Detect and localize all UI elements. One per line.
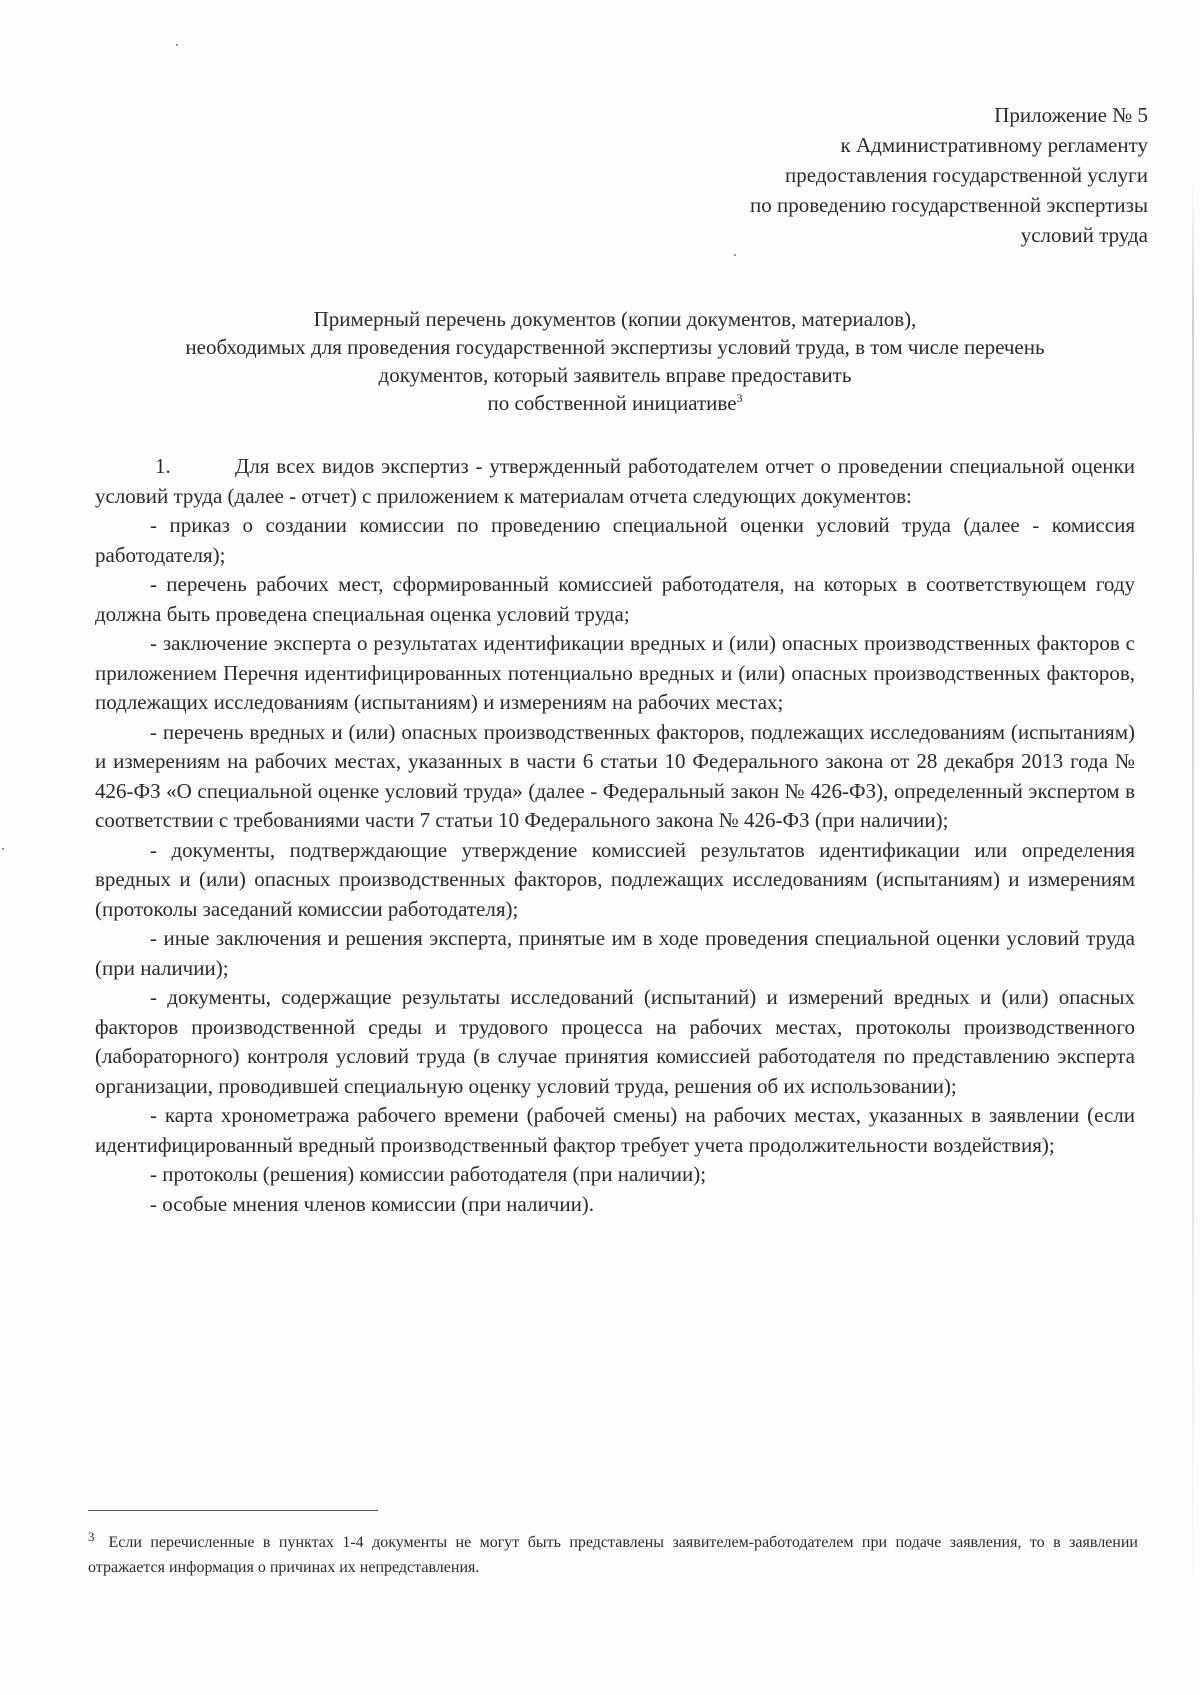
item-text: Для всех видов экспертиз - утвержденный работодателем отчет о проведении специальной оценки условий труда (далее - отчет) с приложением к материалам отчета следующих документов: [95, 454, 1135, 508]
footnote-reference: 3 [736, 391, 743, 405]
document-body [95, 452, 1135, 1219]
appendix-line: Приложение № 5 [994, 103, 1148, 127]
list-item: - документы, подтверждающие утверждение комиссией результатов идентификации или определения вредных и (или) опасных производственных факторов, подлежащих исследованиям (испытаниям) и измерениям (протоколы заседаний комиссии работодателя); [95, 837, 1135, 921]
list-item: - протоколы (решения) комиссии работодателя (при наличии); [150, 1162, 707, 1186]
title-line-with-footnote [95, 389, 1135, 417]
list-item: - перечень вредных и (или) опасных производственных факторов, подлежащих исследованиям (испытаниям) и измерениям на рабочих местах, указанных в части 6 статьи 10 Федерального закона от 28 декабря 2013 года № 426-ФЗ «О специальной оценке условий труда» (далее - Федеральный закон № 426-ФЗ), определенный экспертом в соответствии с требованиями части 7 статьи 10 Федерального закона № 426-ФЗ (при наличии); [95, 719, 1135, 832]
list-item: - особые мнения членов комиссии (при наличии). [150, 1191, 595, 1216]
appendix-line: по проведению государственной экспертизы [749, 193, 1148, 217]
appendix-line: предоставления государственной услуги [785, 163, 1148, 187]
list-item: - заключение эксперта о результатах идентификации вредных и (или) опасных производственных факторов с приложением Перечня идентифицированных потенциально вредных и (или) опасных производственных факторов, подлежащих исследованиям (испытаниям) и измерениям на рабочих местах; [95, 631, 1135, 714]
document-title [95, 305, 1135, 417]
title-line: документов, который заявитель вправе предоставить [378, 363, 852, 387]
scan-speck [176, 44, 178, 46]
appendix-header [588, 100, 1148, 250]
scan-edge-shadow [1192, 180, 1194, 1600]
footnote-text: Если перечисленные в пунктах 1-4 документы не могут быть представлены заявителем-работодателем при подаче заявления, то в заявлении отражается информация о причинах их непредставления. [88, 1534, 1138, 1576]
list-item: - документы, содержащие результаты исследований (испытаний) и измерений вредных и (или) опасных факторов производственной среды и трудового процесса на рабочих местах, протоколы производственного (лабораторного) контроля условий труда (в случае принятия комиссией работодателя по представлению эксперта организации, проводившей специальную оценку условий труда, решения об их использовании); [95, 985, 1135, 1098]
item-1-paragraph [95, 452, 1135, 511]
item-number: 1. [155, 454, 171, 478]
list-item: - перечень рабочих мест, сформированный комиссией работодателя, на которых в соответствующем году должна быть проведена специальная оценка условий труда; [95, 572, 1135, 626]
footnote [88, 1530, 1138, 1580]
footnote-mark: 3 [88, 1528, 95, 1544]
footnote-divider [88, 1510, 378, 1511]
scan-speck [734, 254, 736, 256]
list-item: - приказ о создании комиссии по проведению специальной оценки условий труда (далее - комиссия работодателя); [95, 513, 1135, 567]
scan-speck [2, 848, 4, 850]
title-line: необходимых для проведения государственной экспертизы условий труда, в том числе перечень [185, 335, 1045, 359]
list-item: - карта хронометража рабочего времени (рабочей смены) на рабочих местах, указанных в заявлении (если идентифицированный вредный производственный фактор требует учета продолжительности воздействия); [95, 1103, 1135, 1157]
appendix-line: к Административному регламенту [840, 133, 1148, 157]
title-line: по собственной инициативе [487, 391, 737, 415]
title-line: Примерный перечень документов (копии документов, материалов), [313, 307, 917, 331]
appendix-line: условий труда [1020, 223, 1148, 247]
list-item: - иные заключения и решения эксперта, принятые им в ходе проведения специальной оценки условий труда (при наличии); [95, 926, 1135, 980]
